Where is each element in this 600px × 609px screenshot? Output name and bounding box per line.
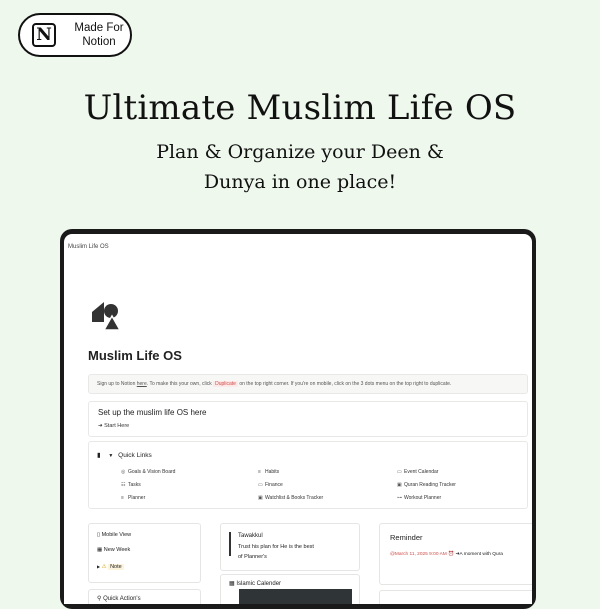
breadcrumb[interactable]: Muslim Life OS bbox=[68, 244, 109, 250]
lower-right-card bbox=[379, 590, 532, 604]
reminder-title: Reminder bbox=[390, 533, 423, 542]
callout-text-2: . To make this your own, click bbox=[146, 381, 214, 387]
mobile-view-label: Mobile View bbox=[101, 532, 132, 538]
note-toggle[interactable] bbox=[97, 564, 124, 570]
callout-duplicate-code: Duplicate bbox=[215, 381, 236, 387]
book-icon: ▣ bbox=[397, 482, 402, 488]
shapes-icon bbox=[90, 302, 120, 330]
list-icon: ≡ bbox=[121, 495, 124, 501]
callout-text-3: on the top right corner. If you're on mobile, click on the 3 dots menu on the top right to duplicate. bbox=[237, 381, 452, 387]
quick-link-planner[interactable] bbox=[121, 495, 145, 501]
quote-line-1: Trust his plan for He is the best bbox=[238, 544, 314, 550]
quick-link-label: Tasks bbox=[128, 482, 141, 488]
setup-heading: Set up the muslim life OS here bbox=[98, 408, 207, 417]
start-here-link[interactable] bbox=[98, 423, 129, 429]
quick-links-toggle bbox=[88, 441, 528, 509]
target-icon: ◎ bbox=[121, 469, 126, 475]
quick-link-label: Watchlist & Books Tracker bbox=[265, 495, 324, 501]
money-icon: ▭ bbox=[258, 482, 263, 488]
quote-title: Tawakkul bbox=[238, 533, 263, 539]
quick-links-label: Quick Links bbox=[118, 452, 152, 459]
arrow-circle-icon: ➜ bbox=[98, 423, 103, 429]
hero-subtitle-line-1: Plan & Organize your Deen & bbox=[156, 141, 444, 163]
calendar-icon: ▦ bbox=[229, 581, 235, 587]
link-icon: ⚲ bbox=[97, 596, 102, 602]
quote-bar bbox=[229, 532, 231, 556]
dumbbell-icon: ⊶ bbox=[397, 495, 402, 501]
setup-block bbox=[88, 401, 528, 437]
quick-link-label: Finance bbox=[265, 482, 283, 488]
arrow-right-icon: ➜ bbox=[455, 552, 460, 557]
quick-link-event-calendar[interactable] bbox=[397, 469, 438, 475]
calendar-icon: ▭ bbox=[397, 469, 402, 475]
hero-title: Ultimate Muslim Life OS bbox=[83, 88, 517, 128]
hero-subtitle-line-2: Dunya in one place! bbox=[203, 171, 397, 193]
quick-links-header[interactable] bbox=[97, 451, 152, 459]
callout-signup-link[interactable]: here bbox=[136, 381, 147, 387]
new-week-label: New Week bbox=[103, 547, 131, 553]
notion-screen bbox=[64, 234, 532, 604]
quick-actions-label: Quick Action's bbox=[103, 596, 141, 602]
note-label: Note bbox=[110, 564, 122, 570]
alarm-clock-icon: ⏰ bbox=[448, 552, 455, 557]
quick-link-label: Workout Planner bbox=[404, 495, 442, 501]
duplicate-callout bbox=[88, 374, 528, 394]
quick-link-label: Event Calendar bbox=[404, 469, 439, 475]
islamic-calendar-heading bbox=[229, 580, 281, 587]
mobile-view-card bbox=[88, 523, 201, 583]
made-for-notion-badge bbox=[18, 13, 132, 57]
phone-icon: ▯ bbox=[97, 532, 101, 538]
mobile-view-link[interactable] bbox=[97, 532, 131, 538]
badge-text: Made For Notion bbox=[74, 22, 124, 48]
quick-actions-card bbox=[88, 589, 201, 604]
quick-link-tasks[interactable] bbox=[121, 482, 141, 488]
calendar-icon: ▦ bbox=[97, 547, 103, 553]
quick-link-label: Habits bbox=[265, 469, 280, 475]
warning-icon: ⚠ bbox=[101, 564, 107, 570]
reminder-card bbox=[379, 523, 532, 585]
start-here-label: Start Here bbox=[104, 423, 130, 429]
notion-logo-letter: N bbox=[36, 25, 52, 45]
quick-link-label: Quran Reading Tracker bbox=[404, 482, 456, 488]
toggle-caret-icon: ▼ bbox=[108, 453, 114, 459]
reminder-entry[interactable] bbox=[390, 552, 503, 557]
quick-link-watchlist[interactable] bbox=[258, 495, 323, 501]
bookmark-icon: ▮ bbox=[97, 452, 101, 459]
page-title: Muslim Life OS bbox=[88, 348, 182, 363]
reminder-text: A moment with Qura bbox=[459, 552, 503, 557]
toggle-caret-icon: ▶ bbox=[97, 564, 101, 569]
film-icon: ▣ bbox=[258, 495, 263, 501]
reminder-date: @March 11, 2025 9:00 AM bbox=[390, 552, 447, 557]
quick-link-label: Planner bbox=[128, 495, 146, 501]
quick-link-habits[interactable] bbox=[258, 469, 279, 475]
quote-line-2: of Planner's bbox=[238, 554, 267, 560]
tawakkul-quote-card bbox=[220, 523, 360, 571]
quick-link-goals[interactable] bbox=[121, 469, 175, 475]
quick-link-workout[interactable] bbox=[397, 495, 441, 501]
quick-link-label: Goals & Vision Board bbox=[128, 469, 176, 475]
list-icon: ≡ bbox=[258, 469, 261, 475]
quick-link-quran-tracker[interactable] bbox=[397, 482, 456, 488]
quick-link-finance[interactable] bbox=[258, 482, 283, 488]
calendar-embed[interactable] bbox=[239, 589, 352, 604]
islamic-calendar-label: Islamic Calender bbox=[236, 581, 282, 587]
new-week-button[interactable] bbox=[97, 547, 130, 553]
quick-actions-heading[interactable] bbox=[97, 595, 141, 602]
callout-text-1: Sign up to Notion bbox=[97, 381, 137, 387]
checklist-icon: ☷ bbox=[121, 482, 126, 488]
notion-logo-icon bbox=[32, 23, 56, 47]
